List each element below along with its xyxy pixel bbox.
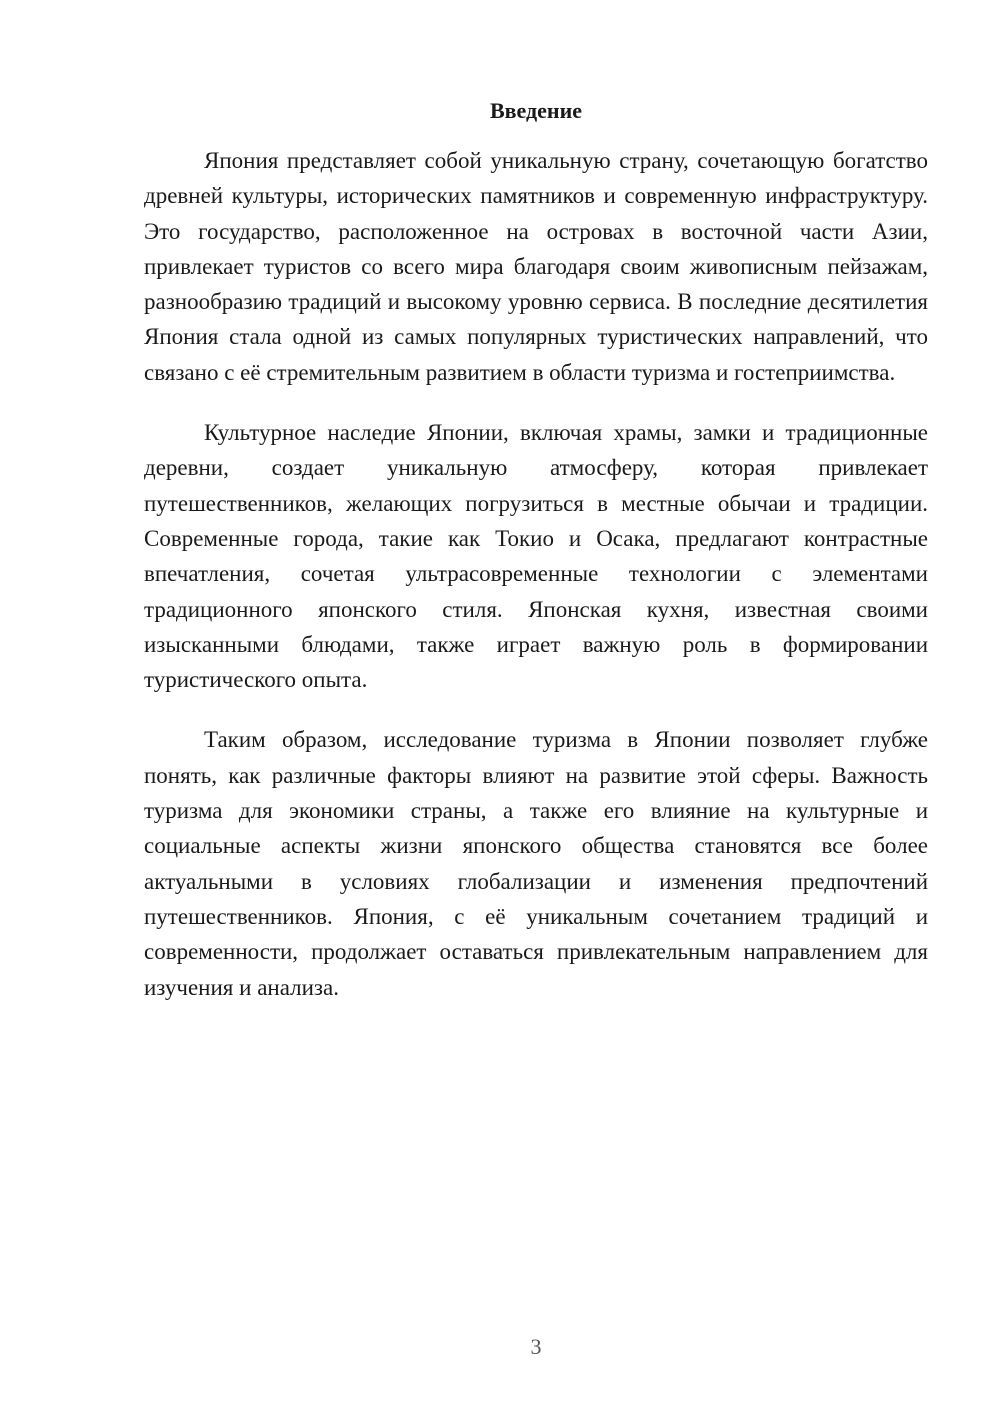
heading-container [144,96,928,126]
paragraph-2: Культурное наследие Японии, включая храмы, замки и традиционные деревни, создает уникальную атмосферу, которая привлекает путешественников, желающих погрузиться в местные обычаи и традиции. Современные города, такие как Токио и Осака, предлагают контрастные впечатления, сочетая ультрасовременные технологии с элементами традиционного японского стиля. Японская кухня, известная своими изысканными блюдами, также играет важную роль в формировании туристического опыта. [144,420,928,693]
paragraph-1: Япония представляет собой уникальную страну, сочетающую богатство древней культуры, исторических памятников и современную инфраструктуру. Это государство, расположенное на островах в восточной части Азии, привлекает туристов со всего мира благодаря своим живописным пейзажам, разнообразию традиций и высокому уровню сервиса. В последние десятилетия Япония стала одной из самых популярных туристических направлений, что связано с её стремительным развитием в области туризма и гостеприимства. [144,148,928,385]
body-text [144,143,928,1030]
page-heading: Введение [489,98,583,123]
paragraph-3: Таким образом, исследование туризма в Японии позволяет глубже понять, как различные факторы влияют на развитие этой сферы. Важность туризма для экономики страны, а также его влияние на культурные и социальные аспекты жизни японского общества становятся все более актуальными в условиях глобализации и изменения предпочтений путешественников. Япония, с её уникальным сочетанием традиций и современности, продолжает оставаться привлекательным направлением для изучения и анализа. [144,727,928,1000]
page-number: 3 [530,1334,542,1359]
